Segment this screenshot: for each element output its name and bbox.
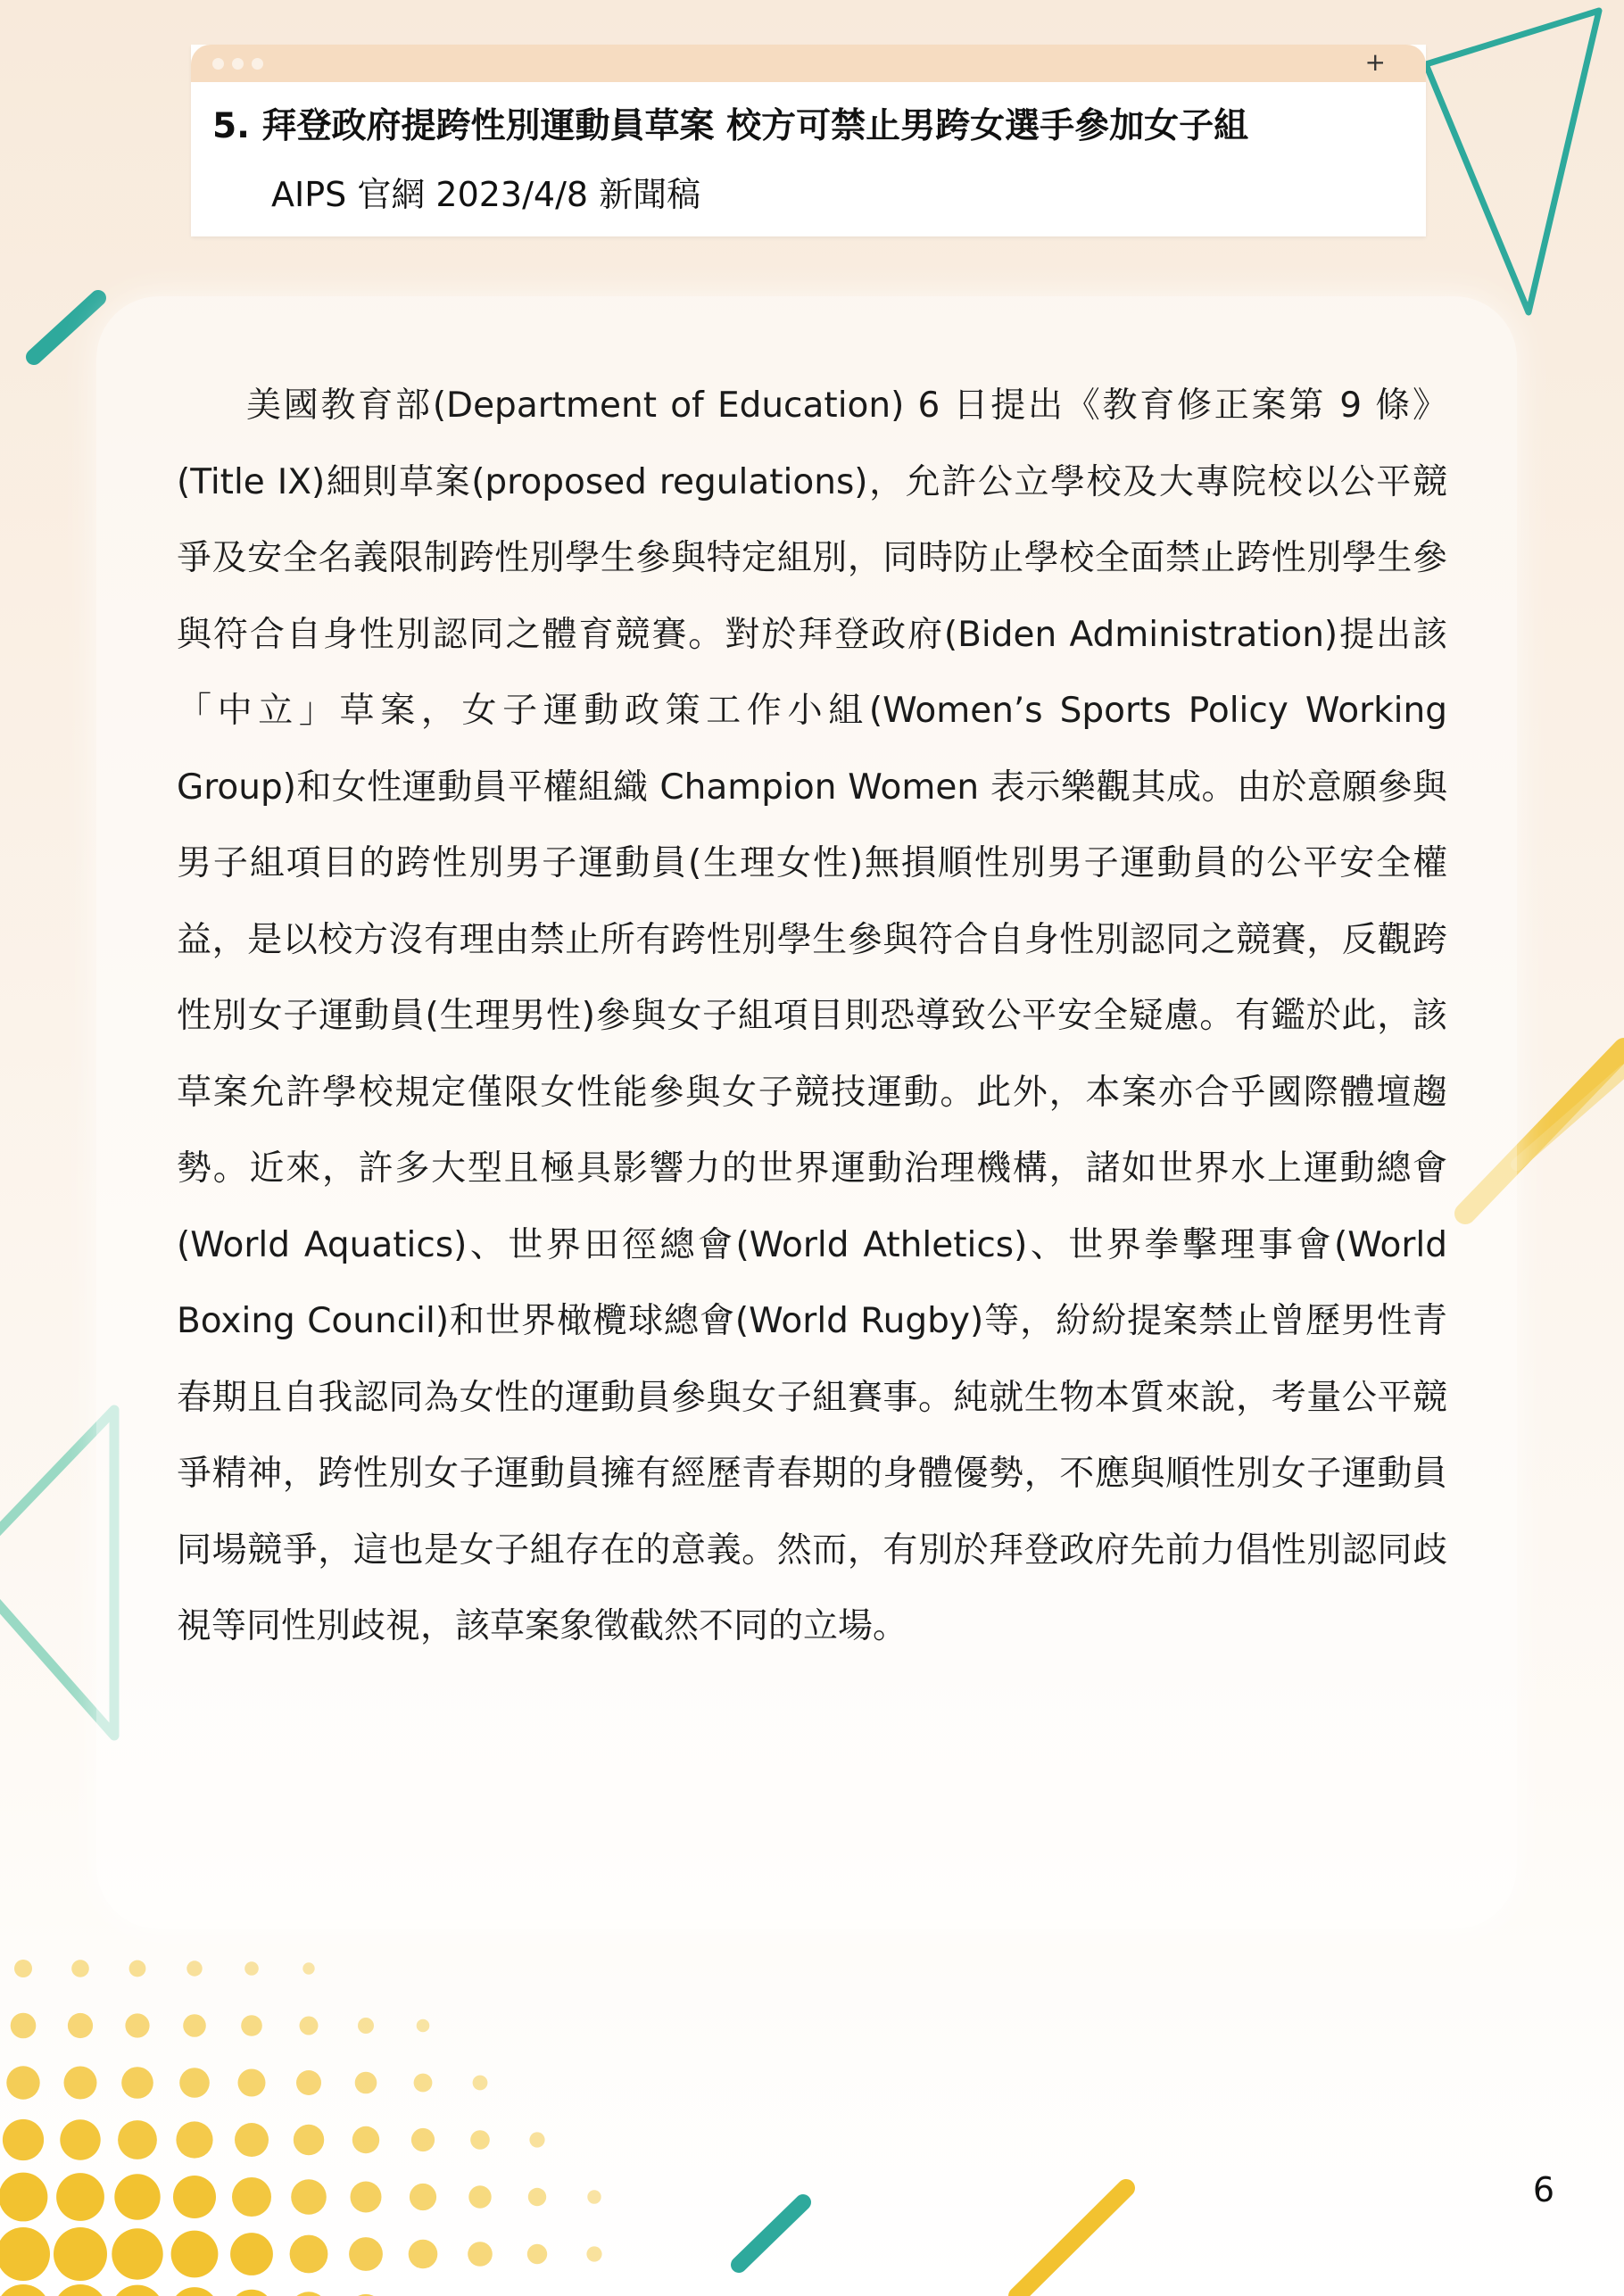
dot <box>529 2132 544 2147</box>
dot <box>241 2015 262 2036</box>
yellow-dot-grid-icon <box>0 1960 602 2296</box>
dot <box>121 2067 153 2099</box>
dot <box>355 2072 377 2094</box>
dot <box>232 2177 271 2217</box>
dot <box>527 2244 547 2264</box>
dot <box>68 2013 93 2038</box>
dot <box>358 2018 374 2034</box>
dot <box>352 2126 379 2153</box>
dot <box>473 2076 488 2091</box>
dot <box>3 2119 44 2160</box>
dot <box>470 2130 490 2150</box>
dot <box>587 2190 601 2203</box>
dot <box>289 2292 327 2296</box>
dot <box>235 2123 269 2157</box>
dot <box>409 2240 438 2269</box>
window-dots-icon <box>212 58 263 70</box>
title-bar <box>191 45 1426 82</box>
dot <box>64 2067 97 2100</box>
dot <box>414 2074 433 2093</box>
dot <box>0 2227 50 2281</box>
dot <box>56 2173 104 2221</box>
dot <box>118 2120 157 2159</box>
dot <box>411 2128 435 2151</box>
dot <box>302 1962 314 1974</box>
dot <box>173 2176 216 2218</box>
dot <box>183 2014 206 2037</box>
dot <box>14 1960 32 1977</box>
plus-icon: + <box>1364 47 1386 77</box>
dot <box>125 2013 149 2037</box>
page-number: 6 <box>1532 2170 1555 2209</box>
title-card <box>191 45 1426 236</box>
dot <box>296 2070 321 2095</box>
dot <box>294 2125 324 2155</box>
teal-slash-icon <box>34 298 98 357</box>
dot <box>6 2066 39 2099</box>
dot <box>186 1960 202 1976</box>
yellow-slash-icon <box>1517 1071 1624 1165</box>
dot <box>290 2235 328 2274</box>
yellow-slash-icon <box>1017 2188 1126 2296</box>
dot <box>170 2287 219 2296</box>
dot <box>417 2019 430 2033</box>
dot <box>230 2290 274 2296</box>
dot <box>112 2285 164 2296</box>
dot <box>291 2179 327 2215</box>
dot <box>112 2228 162 2279</box>
dot <box>60 2119 100 2159</box>
article-body: 美國教育部(Department of Education) 6 日提出《教育修正案第 9 條》(Title IX)細則草案(proposed regulations)，允許公立學校及大專院校以公平競爭及安全名義限制跨性別學生參與特定組別，同時防止學校全面禁止跨性別學生參與符合自身性別認同之體育競賽。對於拜登政府(Biden Administration)提出該「中立」草案，女子運動政策工作小組(Women’s Sports Policy Working Group)和女性運動員平權組織 Champion Women 表示樂觀其成。由於意願參與男子組項目的跨性別男子運動員(生理女性)無損順性別男子運動員的公平安全權益，是以校方沒有理由禁止所有跨性別學生參與符合自身性別認同之競賽，反觀跨性別女子運動員(生理男性)參與女子組項目則恐導致公平安全疑慮。有鑑於此，該草案允許學校規定僅限女性能參與女子競技運動。此外，本案亦合乎國際體壇趨勢。近來，許多大型且極具影響力的世界運動治理機構，諸如世界水上運動總會(World Aquatics)、世界田徑總會(World Athletics)、世界拳擊理事會(World Boxing Council)和世界橄欖球總會(World Rugby)等，紛紛提案禁止曾歷男性青春期且自我認同為女性的運動員參與女子組賽事。純就生物本質來說，考量公平競爭精神，跨性別女子運動員擁有經歷青春期的身體優勢，不應與順性別女子運動員同場競爭，這也是女子組存在的意義。然而，有別於拜登政府先前力倡性別認同歧視等同性別歧視，該草案象徵截然不同的立場。 <box>177 385 1447 1646</box>
dot <box>230 2233 273 2275</box>
dot <box>586 2246 601 2261</box>
article-source: AIPS 官網 2023/4/8 新聞稿 <box>271 175 701 214</box>
dot <box>114 2174 160 2219</box>
dot <box>238 2069 266 2097</box>
dot <box>11 2013 37 2039</box>
teal-slash-icon <box>739 2202 803 2265</box>
dot <box>171 2231 219 2278</box>
dot <box>0 2173 47 2222</box>
teal-triangle-icon <box>1426 11 1599 312</box>
article-title: 5. 拜登政府提跨性別運動員草案 校方可禁止男跨女選手參加女子組 <box>212 106 1249 146</box>
dot <box>129 1960 146 1977</box>
dot <box>54 2227 107 2281</box>
dot <box>300 2017 319 2035</box>
dot <box>410 2184 436 2210</box>
dot <box>351 2182 382 2213</box>
dot <box>528 2188 546 2206</box>
dot <box>468 2185 491 2208</box>
dot <box>179 2068 210 2098</box>
dot <box>176 2121 212 2158</box>
dot <box>468 2242 493 2267</box>
dot <box>71 1960 89 1977</box>
dot <box>54 2284 107 2296</box>
dot <box>349 2237 383 2271</box>
dot <box>0 2284 50 2296</box>
dot <box>244 1961 259 1976</box>
